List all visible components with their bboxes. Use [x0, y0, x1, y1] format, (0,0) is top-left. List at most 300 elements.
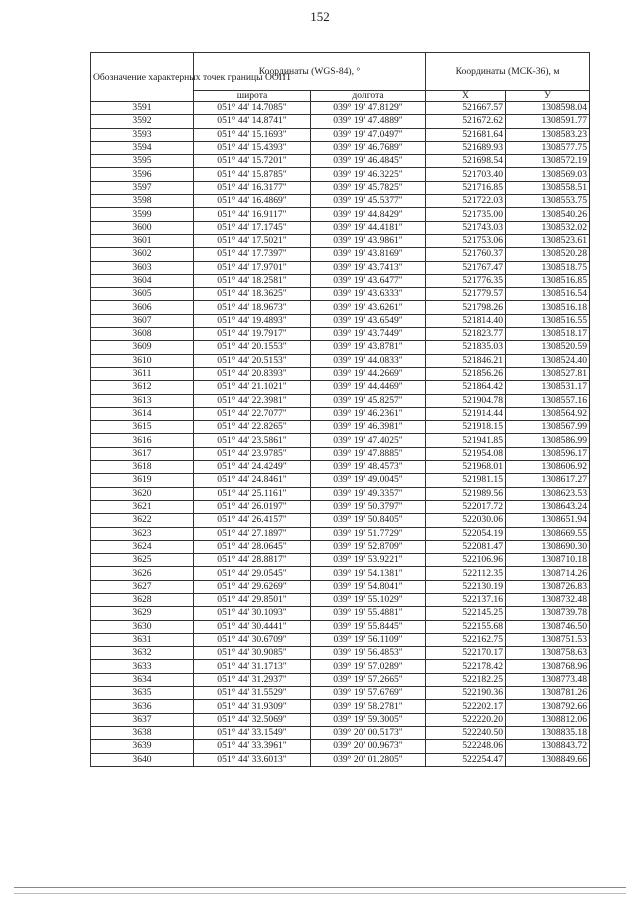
latitude-cell: 051° 44' 29.8501" — [194, 593, 311, 606]
x-cell: 521814.40 — [426, 314, 506, 327]
point-id-cell: 3638 — [91, 726, 194, 739]
y-cell: 1308557.16 — [506, 394, 590, 407]
y-cell: 1308849.66 — [506, 753, 590, 766]
table-row — [91, 660, 590, 673]
table-row — [91, 407, 590, 420]
y-cell: 1308564.92 — [506, 407, 590, 420]
table-row — [91, 620, 590, 633]
latitude-cell: 051° 44' 22.8265" — [194, 421, 311, 434]
longitude-cell: 039° 19' 51.7729" — [311, 527, 426, 540]
x-cell: 521716.85 — [426, 181, 506, 194]
y-cell: 1308583.23 — [506, 128, 590, 141]
x-cell: 521989.56 — [426, 487, 506, 500]
point-id-cell: 3621 — [91, 500, 194, 513]
longitude-cell: 039° 19' 43.8781" — [311, 341, 426, 354]
longitude-cell: 039° 19' 55.4881" — [311, 607, 426, 620]
header-wgs84-coordinates: Координаты (WGS-84), ° — [194, 53, 426, 91]
y-cell: 1308540.26 — [506, 208, 590, 221]
latitude-cell: 051° 44' 17.5021" — [194, 234, 311, 247]
y-cell: 1308768.96 — [506, 660, 590, 673]
point-id-cell: 3628 — [91, 593, 194, 606]
latitude-cell: 051° 44' 20.1553" — [194, 341, 311, 354]
latitude-cell: 051° 44' 31.2937" — [194, 673, 311, 686]
y-cell: 1308516.55 — [506, 314, 590, 327]
point-id-cell: 3610 — [91, 354, 194, 367]
y-cell: 1308516.18 — [506, 301, 590, 314]
point-id-cell: 3640 — [91, 753, 194, 766]
x-cell: 521760.37 — [426, 248, 506, 261]
longitude-cell: 039° 20' 00.5173" — [311, 726, 426, 739]
point-id-cell: 3594 — [91, 141, 194, 154]
latitude-cell: 051° 44' 15.1693" — [194, 128, 311, 141]
longitude-cell: 039° 19' 46.2361" — [311, 407, 426, 420]
table-row — [91, 607, 590, 620]
y-cell: 1308567.99 — [506, 421, 590, 434]
latitude-cell: 051° 44' 17.7397" — [194, 248, 311, 261]
x-cell: 521689.93 — [426, 141, 506, 154]
y-cell: 1308732.48 — [506, 593, 590, 606]
table-row — [91, 580, 590, 593]
x-cell: 522030.06 — [426, 514, 506, 527]
y-cell: 1308617.27 — [506, 474, 590, 487]
point-id-cell: 3622 — [91, 514, 194, 527]
longitude-cell: 039° 19' 56.1109" — [311, 633, 426, 646]
x-cell: 521835.03 — [426, 341, 506, 354]
longitude-cell: 039° 19' 43.7413" — [311, 261, 426, 274]
y-cell: 1308558.51 — [506, 181, 590, 194]
latitude-cell: 051° 44' 14.7085" — [194, 102, 311, 115]
latitude-cell: 051° 44' 19.4893" — [194, 314, 311, 327]
table-row — [91, 288, 590, 301]
x-cell: 521779.57 — [426, 288, 506, 301]
x-cell: 521864.42 — [426, 381, 506, 394]
y-cell: 1308527.81 — [506, 367, 590, 380]
y-cell: 1308532.02 — [506, 221, 590, 234]
latitude-cell: 051° 44' 33.3961" — [194, 740, 311, 753]
table-row — [91, 554, 590, 567]
longitude-cell: 039° 19' 43.6549" — [311, 314, 426, 327]
x-cell: 521672.62 — [426, 115, 506, 128]
latitude-cell: 051° 44' 18.9673" — [194, 301, 311, 314]
y-cell: 1308520.28 — [506, 248, 590, 261]
table-row — [91, 328, 590, 341]
y-cell: 1308577.75 — [506, 141, 590, 154]
latitude-cell: 051° 44' 17.9701" — [194, 261, 311, 274]
x-cell: 521698.54 — [426, 155, 506, 168]
longitude-cell: 039° 19' 49.3357" — [311, 487, 426, 500]
longitude-cell: 039° 19' 46.7689" — [311, 141, 426, 154]
latitude-cell: 051° 44' 22.3981" — [194, 394, 311, 407]
y-cell: 1308596.17 — [506, 447, 590, 460]
x-cell: 522145.25 — [426, 607, 506, 620]
latitude-cell: 051° 44' 32.5069" — [194, 713, 311, 726]
point-id-cell: 3624 — [91, 540, 194, 553]
point-id-cell: 3625 — [91, 554, 194, 567]
table-row — [91, 567, 590, 580]
longitude-cell: 039° 19' 46.3981" — [311, 421, 426, 434]
x-cell: 522248.06 — [426, 740, 506, 753]
table-row — [91, 141, 590, 154]
header-point-designation: Обозначение характерных точек границы ООПТ — [91, 53, 194, 102]
table-row — [91, 195, 590, 208]
header-msk36-coordinates: Координаты (МСК-36), м — [426, 53, 590, 91]
latitude-cell: 051° 44' 31.5529" — [194, 687, 311, 700]
y-cell: 1308591.77 — [506, 115, 590, 128]
latitude-cell: 051° 44' 16.4869" — [194, 195, 311, 208]
y-cell: 1308792.66 — [506, 700, 590, 713]
latitude-cell: 051° 44' 26.0197" — [194, 500, 311, 513]
latitude-cell: 051° 44' 27.1897" — [194, 527, 311, 540]
point-id-cell: 3634 — [91, 673, 194, 686]
point-id-cell: 3623 — [91, 527, 194, 540]
table-row — [91, 740, 590, 753]
longitude-cell: 039° 19' 54.8041" — [311, 580, 426, 593]
latitude-cell: 051° 44' 26.4157" — [194, 514, 311, 527]
table-row — [91, 647, 590, 660]
x-cell: 521954.08 — [426, 447, 506, 460]
longitude-cell: 039° 19' 53.9221" — [311, 554, 426, 567]
x-cell: 521823.77 — [426, 328, 506, 341]
point-id-cell: 3597 — [91, 181, 194, 194]
latitude-cell: 051° 44' 30.9085" — [194, 647, 311, 660]
page-number: 152 — [310, 9, 330, 24]
x-cell: 521981.15 — [426, 474, 506, 487]
latitude-cell: 051° 44' 28.8817" — [194, 554, 311, 567]
longitude-cell: 039° 19' 45.7825" — [311, 181, 426, 194]
table-row — [91, 700, 590, 713]
table-row — [91, 633, 590, 646]
latitude-cell: 051° 44' 22.7077" — [194, 407, 311, 420]
longitude-cell: 039° 19' 57.2665" — [311, 673, 426, 686]
x-cell: 522220.20 — [426, 713, 506, 726]
y-cell: 1308710.18 — [506, 554, 590, 567]
point-id-cell: 3637 — [91, 713, 194, 726]
latitude-cell: 051° 44' 28.0645" — [194, 540, 311, 553]
longitude-cell: 039° 19' 47.0497" — [311, 128, 426, 141]
table-row — [91, 115, 590, 128]
y-cell: 1308523.61 — [506, 234, 590, 247]
table-row — [91, 540, 590, 553]
latitude-cell: 051° 44' 30.4441" — [194, 620, 311, 633]
x-cell: 522130.19 — [426, 580, 506, 593]
y-cell: 1308751.53 — [506, 633, 590, 646]
longitude-cell: 039° 19' 50.3797" — [311, 500, 426, 513]
x-cell: 521968.01 — [426, 461, 506, 474]
longitude-cell: 039° 19' 52.8709" — [311, 540, 426, 553]
latitude-cell: 051° 44' 30.1093" — [194, 607, 311, 620]
longitude-cell: 039° 19' 47.4025" — [311, 434, 426, 447]
y-cell: 1308524.40 — [506, 354, 590, 367]
longitude-cell: 039° 19' 55.1029" — [311, 593, 426, 606]
y-cell: 1308726.83 — [506, 580, 590, 593]
longitude-cell: 039° 19' 55.8445" — [311, 620, 426, 633]
point-id-cell: 3601 — [91, 234, 194, 247]
longitude-cell: 039° 19' 57.6769" — [311, 687, 426, 700]
longitude-cell: 039° 19' 47.4889" — [311, 115, 426, 128]
table-row — [91, 155, 590, 168]
point-id-cell: 3591 — [91, 102, 194, 115]
point-id-cell: 3614 — [91, 407, 194, 420]
latitude-cell: 051° 44' 14.8741" — [194, 115, 311, 128]
x-cell: 521753.06 — [426, 234, 506, 247]
point-id-cell: 3615 — [91, 421, 194, 434]
x-cell: 521776.35 — [426, 274, 506, 287]
x-cell: 521904.78 — [426, 394, 506, 407]
y-cell: 1308758.63 — [506, 647, 590, 660]
point-id-cell: 3604 — [91, 274, 194, 287]
longitude-cell: 039° 19' 43.6333" — [311, 288, 426, 301]
point-id-cell: 3602 — [91, 248, 194, 261]
x-cell: 521798.26 — [426, 301, 506, 314]
longitude-cell: 039° 19' 59.3005" — [311, 713, 426, 726]
x-cell: 522182.25 — [426, 673, 506, 686]
x-cell: 521767.47 — [426, 261, 506, 274]
longitude-cell: 039° 19' 43.6477" — [311, 274, 426, 287]
latitude-cell: 051° 44' 33.1549" — [194, 726, 311, 739]
latitude-cell: 051° 44' 18.2581" — [194, 274, 311, 287]
table-row — [91, 234, 590, 247]
latitude-cell: 051° 44' 16.3177" — [194, 181, 311, 194]
table-row — [91, 394, 590, 407]
x-cell: 521914.44 — [426, 407, 506, 420]
table-row — [91, 208, 590, 221]
latitude-cell: 051° 44' 31.1713" — [194, 660, 311, 673]
latitude-cell: 051° 44' 30.6709" — [194, 633, 311, 646]
table-body — [91, 102, 590, 767]
table-row — [91, 421, 590, 434]
table-row — [91, 487, 590, 500]
table-row — [91, 461, 590, 474]
x-cell: 522178.42 — [426, 660, 506, 673]
longitude-cell: 039° 19' 43.8169" — [311, 248, 426, 261]
longitude-cell: 039° 19' 47.8129" — [311, 102, 426, 115]
longitude-cell: 039° 19' 44.2669" — [311, 367, 426, 380]
point-id-cell: 3612 — [91, 381, 194, 394]
y-cell: 1308586.99 — [506, 434, 590, 447]
longitude-cell: 039° 19' 58.2781" — [311, 700, 426, 713]
latitude-cell: 051° 44' 33.6013" — [194, 753, 311, 766]
y-cell: 1308606.92 — [506, 461, 590, 474]
table-row — [91, 474, 590, 487]
point-id-cell: 3617 — [91, 447, 194, 460]
point-id-cell: 3608 — [91, 328, 194, 341]
table-row — [91, 128, 590, 141]
longitude-cell: 039° 19' 44.4469" — [311, 381, 426, 394]
table-row — [91, 434, 590, 447]
y-cell: 1308843.72 — [506, 740, 590, 753]
latitude-cell: 051° 44' 20.5153" — [194, 354, 311, 367]
latitude-cell: 051° 44' 24.4249" — [194, 461, 311, 474]
point-id-cell: 3607 — [91, 314, 194, 327]
table-row — [91, 527, 590, 540]
latitude-cell: 051° 44' 23.5861" — [194, 434, 311, 447]
point-id-cell: 3596 — [91, 168, 194, 181]
x-cell: 522017.72 — [426, 500, 506, 513]
x-cell: 522190.36 — [426, 687, 506, 700]
header-longitude: долгота — [311, 91, 426, 102]
table-row — [91, 713, 590, 726]
x-cell: 521918.15 — [426, 421, 506, 434]
header-x: X — [426, 91, 506, 102]
x-cell: 521846.21 — [426, 354, 506, 367]
latitude-cell: 051° 44' 29.6269" — [194, 580, 311, 593]
y-cell: 1308598.04 — [506, 102, 590, 115]
longitude-cell: 039° 19' 44.8429" — [311, 208, 426, 221]
y-cell: 1308773.48 — [506, 673, 590, 686]
latitude-cell: 051° 44' 23.9785" — [194, 447, 311, 460]
x-cell: 522112.35 — [426, 567, 506, 580]
point-id-cell: 3616 — [91, 434, 194, 447]
y-cell: 1308643.24 — [506, 500, 590, 513]
longitude-cell: 039° 19' 57.0289" — [311, 660, 426, 673]
table-row — [91, 687, 590, 700]
table-row — [91, 102, 590, 115]
header-latitude: широта — [194, 91, 311, 102]
table-row — [91, 500, 590, 513]
table-row — [91, 314, 590, 327]
longitude-cell: 039° 19' 44.0833" — [311, 354, 426, 367]
table-row — [91, 726, 590, 739]
point-id-cell: 3633 — [91, 660, 194, 673]
y-cell: 1308690.30 — [506, 540, 590, 553]
table-row — [91, 447, 590, 460]
latitude-cell: 051° 44' 17.1745" — [194, 221, 311, 234]
x-cell: 522155.68 — [426, 620, 506, 633]
x-cell: 522106.96 — [426, 554, 506, 567]
x-cell: 521743.03 — [426, 221, 506, 234]
x-cell: 522162.75 — [426, 633, 506, 646]
point-id-cell: 3618 — [91, 461, 194, 474]
table-row — [91, 168, 590, 181]
footer-rule — [14, 887, 626, 888]
latitude-cell: 051° 44' 16.9117" — [194, 208, 311, 221]
latitude-cell: 051° 44' 25.1161" — [194, 487, 311, 500]
latitude-cell: 051° 44' 18.3625" — [194, 288, 311, 301]
y-cell: 1308520.59 — [506, 341, 590, 354]
latitude-cell: 051° 44' 29.0545" — [194, 567, 311, 580]
latitude-cell: 051° 44' 15.4393" — [194, 141, 311, 154]
point-id-cell: 3627 — [91, 580, 194, 593]
x-cell: 522081.47 — [426, 540, 506, 553]
point-id-cell: 3630 — [91, 620, 194, 633]
y-cell: 1308518.75 — [506, 261, 590, 274]
longitude-cell: 039° 19' 43.9861" — [311, 234, 426, 247]
point-id-cell: 3600 — [91, 221, 194, 234]
table-row — [91, 248, 590, 261]
point-id-cell: 3606 — [91, 301, 194, 314]
x-cell: 521722.03 — [426, 195, 506, 208]
point-id-cell: 3620 — [91, 487, 194, 500]
table-row — [91, 753, 590, 766]
y-cell: 1308531.17 — [506, 381, 590, 394]
latitude-cell: 051° 44' 15.7201" — [194, 155, 311, 168]
y-cell: 1308518.17 — [506, 328, 590, 341]
point-id-cell: 3626 — [91, 567, 194, 580]
x-cell: 521703.40 — [426, 168, 506, 181]
latitude-cell: 051° 44' 21.1021" — [194, 381, 311, 394]
longitude-cell: 039° 19' 50.8405" — [311, 514, 426, 527]
table-row — [91, 354, 590, 367]
table-row — [91, 367, 590, 380]
x-cell: 522254.47 — [426, 753, 506, 766]
x-cell: 521856.26 — [426, 367, 506, 380]
point-id-cell: 3635 — [91, 687, 194, 700]
footer-rule-secondary — [14, 893, 626, 894]
table-row — [91, 301, 590, 314]
longitude-cell: 039° 19' 43.7449" — [311, 328, 426, 341]
y-cell: 1308739.78 — [506, 607, 590, 620]
latitude-cell: 051° 44' 20.8393" — [194, 367, 311, 380]
y-cell: 1308812.06 — [506, 713, 590, 726]
x-cell: 522137.16 — [426, 593, 506, 606]
longitude-cell: 039° 19' 43.6261" — [311, 301, 426, 314]
latitude-cell: 051° 44' 19.7917" — [194, 328, 311, 341]
point-id-cell: 3619 — [91, 474, 194, 487]
header-y: У — [506, 91, 590, 102]
latitude-cell: 051° 44' 24.8461" — [194, 474, 311, 487]
point-id-cell: 3592 — [91, 115, 194, 128]
longitude-cell: 039° 19' 56.4853" — [311, 647, 426, 660]
table-row — [91, 261, 590, 274]
x-cell: 521941.85 — [426, 434, 506, 447]
point-id-cell: 3599 — [91, 208, 194, 221]
longitude-cell: 039° 19' 46.3225" — [311, 168, 426, 181]
y-cell: 1308669.55 — [506, 527, 590, 540]
longitude-cell: 039° 19' 44.4181" — [311, 221, 426, 234]
x-cell: 522202.17 — [426, 700, 506, 713]
longitude-cell: 039° 19' 45.8257" — [311, 394, 426, 407]
longitude-cell: 039° 19' 49.0045" — [311, 474, 426, 487]
table-row — [91, 181, 590, 194]
boundary-coordinates-table — [90, 52, 590, 767]
x-cell: 521735.00 — [426, 208, 506, 221]
latitude-cell: 051° 44' 31.9309" — [194, 700, 311, 713]
y-cell: 1308569.03 — [506, 168, 590, 181]
point-id-cell: 3593 — [91, 128, 194, 141]
point-id-cell: 3603 — [91, 261, 194, 274]
y-cell: 1308516.54 — [506, 288, 590, 301]
y-cell: 1308781.26 — [506, 687, 590, 700]
y-cell: 1308746.50 — [506, 620, 590, 633]
longitude-cell: 039° 20' 01.2805" — [311, 753, 426, 766]
table-row — [91, 673, 590, 686]
y-cell: 1308553.75 — [506, 195, 590, 208]
table-row — [91, 274, 590, 287]
longitude-cell: 039° 19' 45.5377" — [311, 195, 426, 208]
point-id-cell: 3605 — [91, 288, 194, 301]
x-cell: 522240.50 — [426, 726, 506, 739]
table-row — [91, 381, 590, 394]
x-cell: 522054.19 — [426, 527, 506, 540]
point-id-cell: 3598 — [91, 195, 194, 208]
y-cell: 1308835.18 — [506, 726, 590, 739]
x-cell: 521681.64 — [426, 128, 506, 141]
latitude-cell: 051° 44' 15.8785" — [194, 168, 311, 181]
point-id-cell: 3613 — [91, 394, 194, 407]
longitude-cell: 039° 19' 46.4845" — [311, 155, 426, 168]
longitude-cell: 039° 19' 48.4573" — [311, 461, 426, 474]
y-cell: 1308516.85 — [506, 274, 590, 287]
point-id-cell: 3629 — [91, 607, 194, 620]
point-id-cell: 3595 — [91, 155, 194, 168]
point-id-cell: 3632 — [91, 647, 194, 660]
point-id-cell: 3636 — [91, 700, 194, 713]
x-cell: 521667.57 — [426, 102, 506, 115]
point-id-cell: 3639 — [91, 740, 194, 753]
longitude-cell: 039° 19' 54.1381" — [311, 567, 426, 580]
y-cell: 1308623.53 — [506, 487, 590, 500]
point-id-cell: 3611 — [91, 367, 194, 380]
